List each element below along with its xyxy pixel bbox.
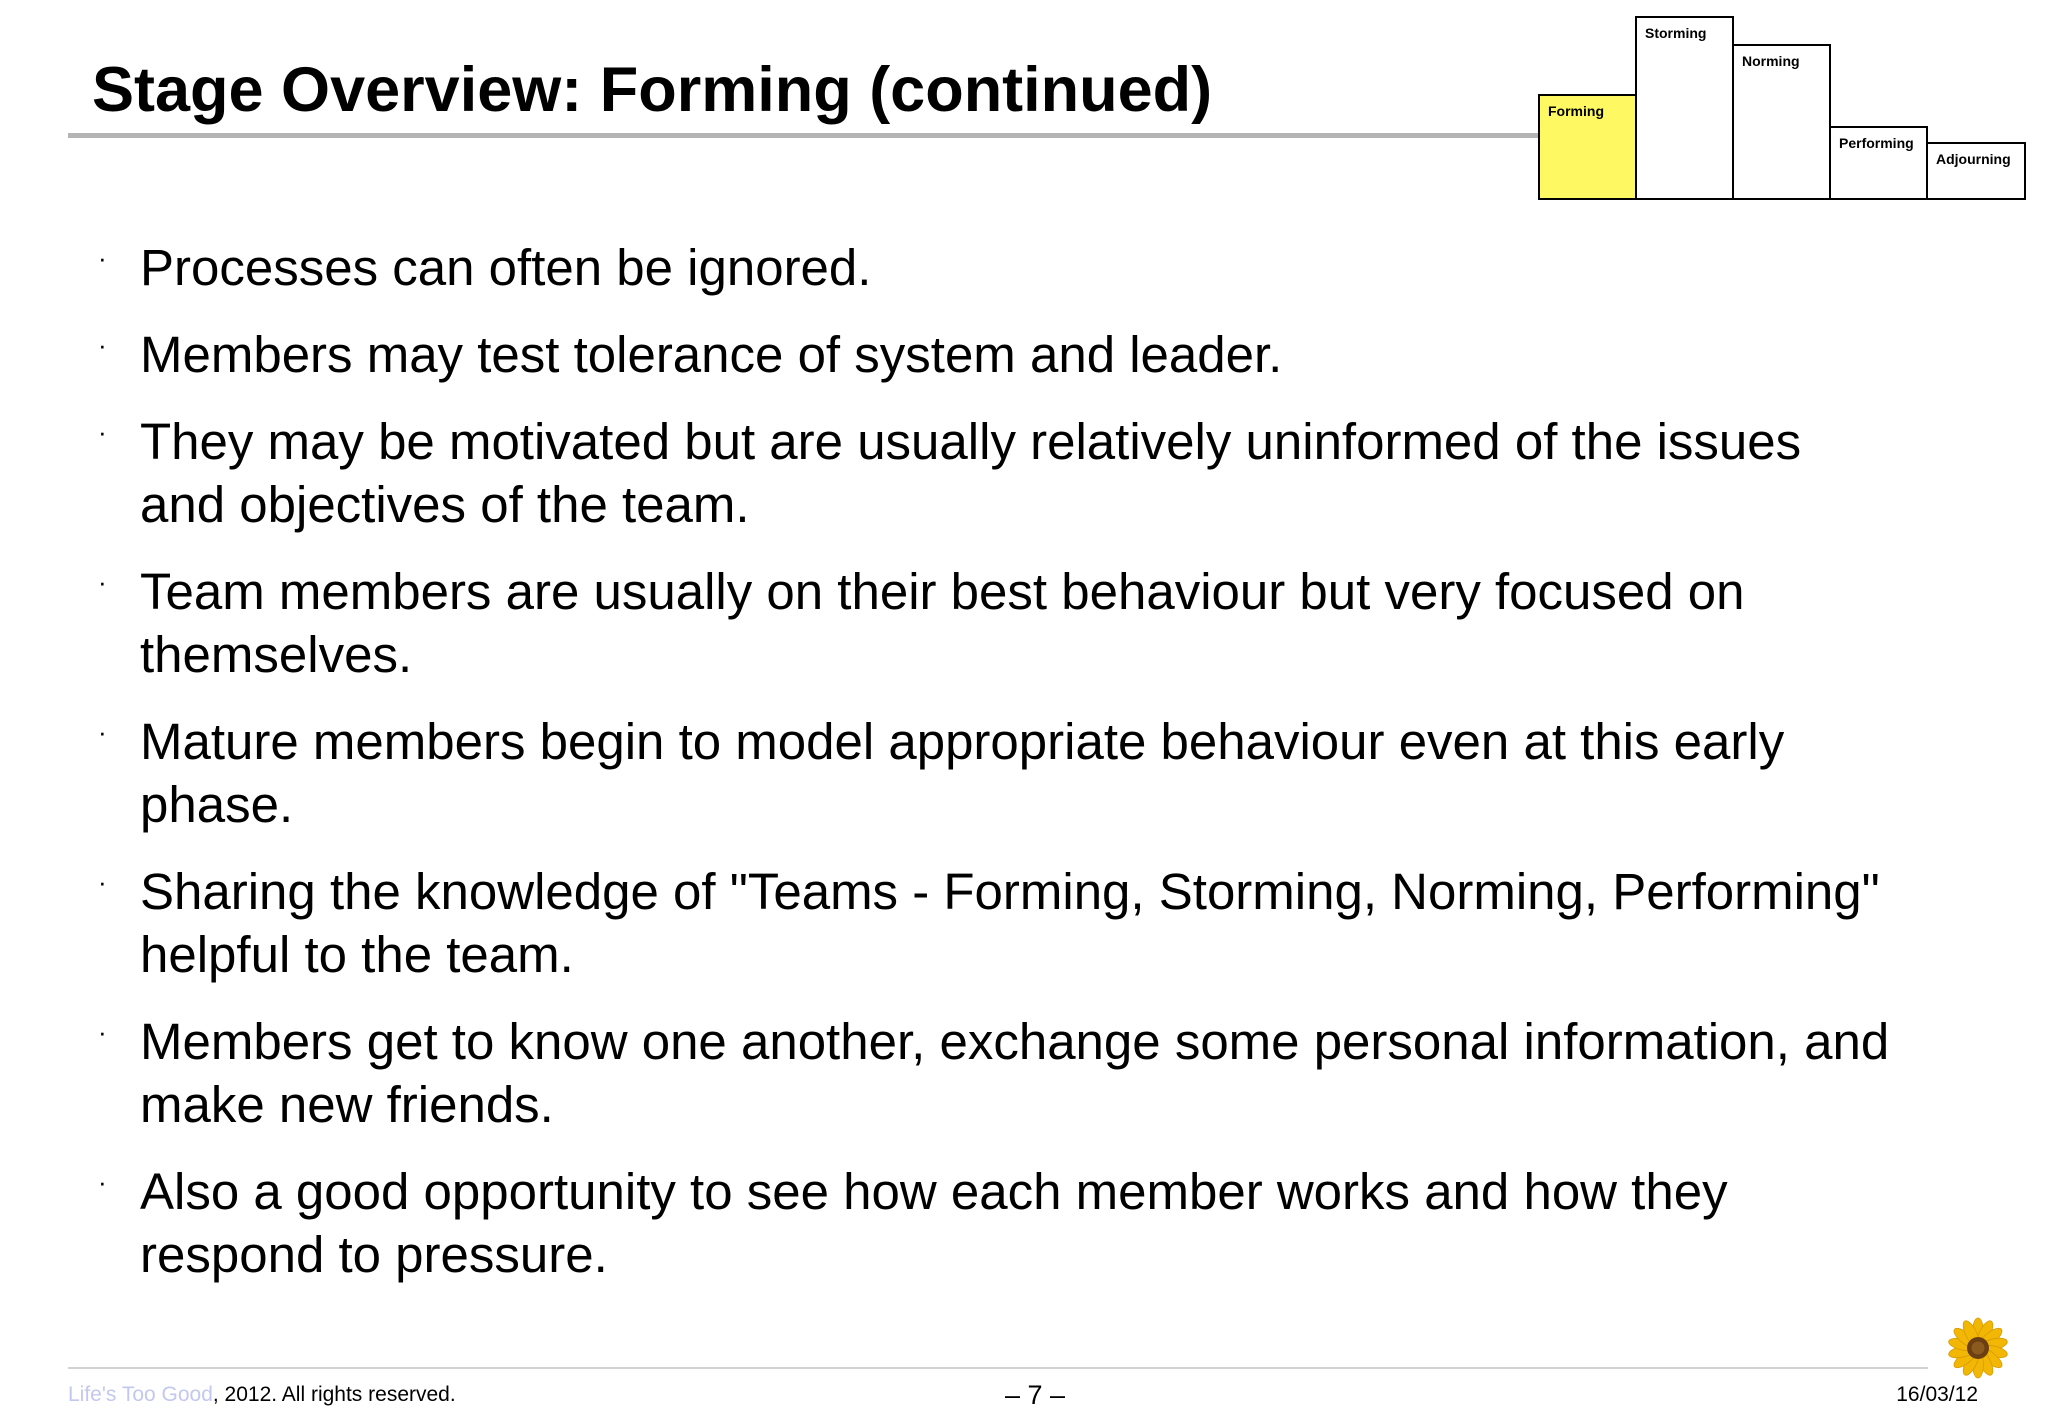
stage-label-storming: Storming <box>1645 25 1707 41</box>
stage-label-performing: Performing <box>1839 135 1914 151</box>
stage-box-norming <box>1732 44 1831 200</box>
bullet-item <box>98 236 1898 299</box>
title-divider <box>68 133 1544 138</box>
bullet-text: Team members are usually on their best behaviour but very focused on themselves. <box>140 563 1745 683</box>
bullet-item <box>98 1010 1898 1136</box>
footer-copyright-text: , 2012. All rights reserved. <box>212 1383 456 1406</box>
bullet-item <box>98 323 1898 386</box>
stage-label-forming: Forming <box>1548 103 1604 119</box>
stage-box-forming <box>1538 94 1637 200</box>
bullet-item <box>98 410 1898 536</box>
stage-label-norming: Norming <box>1742 53 1800 69</box>
footer-divider <box>68 1367 1928 1369</box>
bullet-item <box>98 560 1898 686</box>
bullet-text: Members get to know one another, exchange some personal information, and make new friends. <box>140 1013 1890 1133</box>
footer-brand: Life's Too Good <box>68 1383 213 1406</box>
bullet-text: Members may test tolerance of system and leader. <box>140 326 1283 383</box>
bullet-marker: · <box>98 1017 107 1047</box>
bullet-marker: · <box>98 567 107 597</box>
bullet-marker: · <box>98 243 107 273</box>
footer-copyright <box>68 1382 456 1408</box>
stage-box-performing <box>1829 126 1928 200</box>
bullet-text: Processes can often be ignored. <box>140 239 872 296</box>
bullet-item <box>98 710 1898 836</box>
bullet-marker: · <box>98 1167 107 1197</box>
bullet-marker: · <box>98 867 107 897</box>
bullet-list <box>98 236 1898 1310</box>
bullet-marker: · <box>98 417 107 447</box>
stage-diagram <box>1538 16 2026 200</box>
bullet-text: Sharing the knowledge of "Teams - Forming, Storming, Norming, Performing" helpful to the team. <box>140 863 1880 983</box>
stage-label-adjourning: Adjourning <box>1936 151 2011 167</box>
slide-title: Stage Overview: Forming (continued) <box>92 55 1213 125</box>
bullet-item <box>98 1160 1898 1286</box>
bullet-item <box>98 860 1898 986</box>
footer-date: 16/03/12 <box>1896 1383 1978 1406</box>
bullet-marker: · <box>98 717 107 747</box>
bullet-text: Also a good opportunity to see how each member works and how they respond to pressure. <box>140 1163 1728 1283</box>
bullet-text: Mature members begin to model appropriate behaviour even at this early phase. <box>140 713 1785 833</box>
page-number: – 7 – <box>1004 1380 1066 1410</box>
bullet-text: They may be motivated but are usually relatively uninformed of the issues and objectives of the team. <box>140 413 1802 533</box>
stage-box-adjourning <box>1926 142 2026 200</box>
bullet-marker: · <box>98 330 107 360</box>
stage-box-storming <box>1635 16 1734 200</box>
sunflower-icon <box>1946 1316 2010 1380</box>
